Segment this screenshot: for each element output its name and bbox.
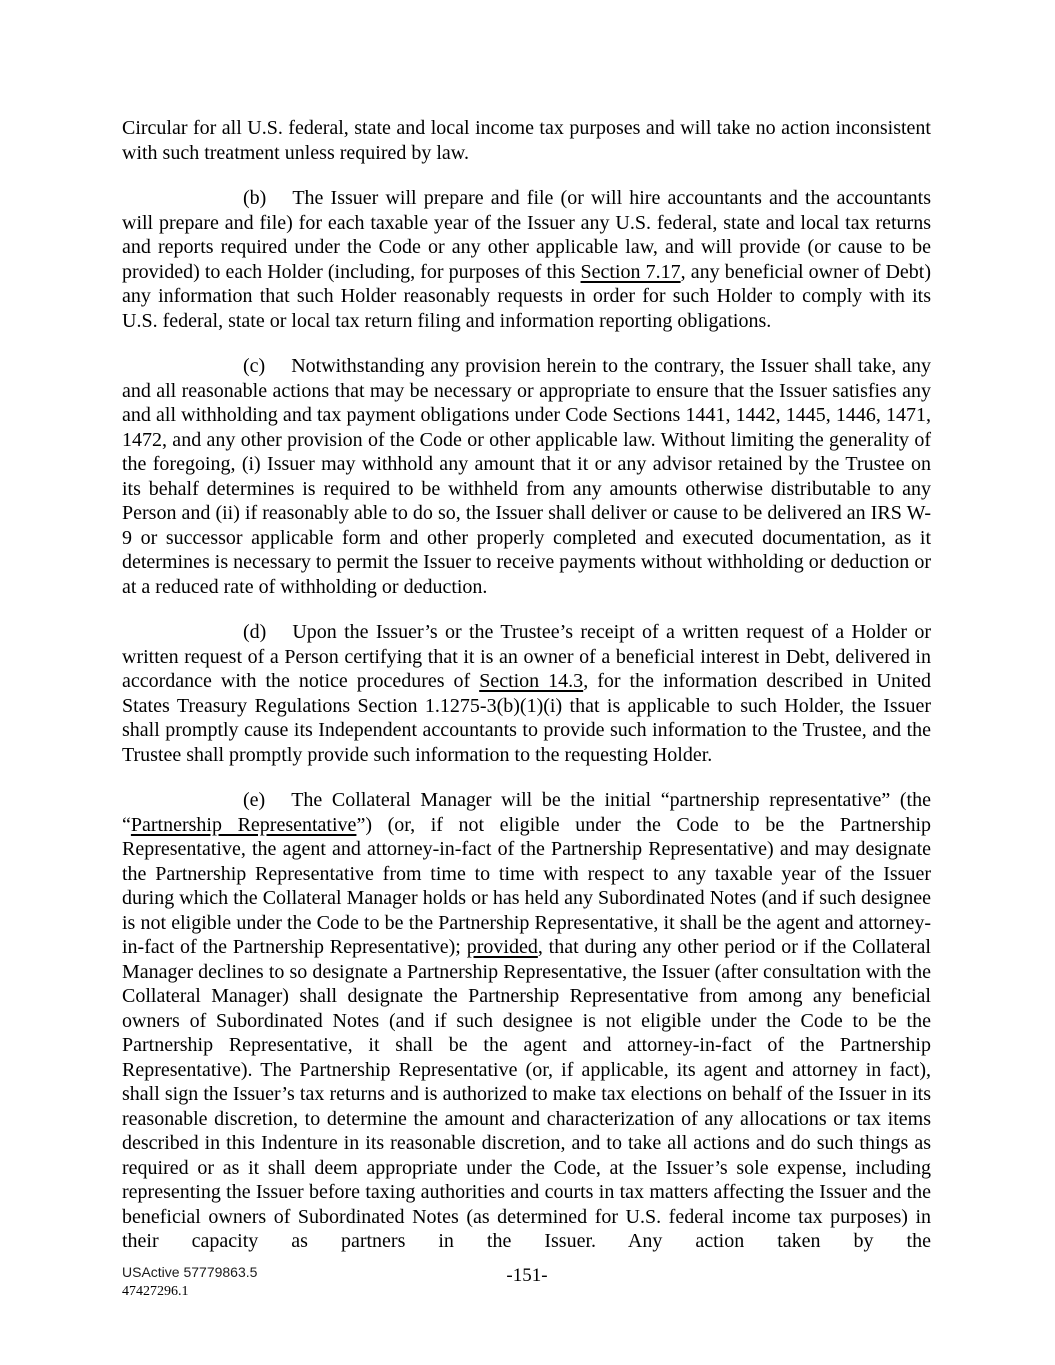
underlined-term: provided	[466, 936, 538, 958]
document-id: USActive 57779863.5	[122, 1264, 258, 1280]
text-run: Circular for all U.S. federal, state and local income tax purposes and will take no action inconsistent with such treatment unless required by law.	[122, 117, 931, 164]
paragraph-label: (c)	[243, 355, 266, 377]
text-run: The Issuer will prepare and file (or will hire accountants and the accountants will prepare and file) for each taxable year of the Issuer any U.S. federal, state and local tax returns and reports required under the Code or any other applicable law, and will provide (or cause to be provided) to each Holder (including, for purposes of this	[122, 187, 931, 283]
lettered-paragraph	[122, 620, 931, 767]
underlined-term: Section 7.17	[580, 260, 681, 283]
text-run: ”) (or, if not eligible under the Code to be the Partnership Representative, the agent and attorney-in-fact of the Partnership Representative) and may designate the Partnership Representative from time to time with respect to any taxable year of the Issuer during which the Collateral Manager holds or has held any Subordinated Notes (and if such designee is not eligible under the Code to be the Partnership Representative, it shall be the agent and attorney-in-fact of the Partnership Representative);	[122, 813, 931, 958]
text-run: Notwithstanding any provision herein to the contrary, the Issuer shall take, any and all reasonable actions that may be necessary or appropriate to ensure that the Issuer satisfies any and all withholding and tax payment obligations under Code Sections 1441, 1442, 1445, 1446, 1471, 1472, and any other provision of the Code or other applicable law. Without limiting the generality of the foregoing, (i) Issuer may withhold any amount that it or any advisor retained by the Trustee on its behalf determines is required to be withheld from any amounts otherwise distributable to any Person and (ii) if reasonably able to do so, the Issuer shall deliver or cause to be delivered an IRS W-9 or successor applicable form and other properly completed and executed documentation, as it determines is necessary to permit the Issuer to receive payments without withholding or deduction or at a reduced rate of withholding or deduction.	[122, 355, 931, 598]
text-run: , that during any other period or if the Collateral Manager declines to so designate a Partnership Representative, the Issuer (after consultation with the Collateral Manager) shall designate the Partnership Representative from among any beneficial owners of Subordinated Notes (and if such designee is not eligible under the Code to be the Partnership Representative, it shall be the agent and attorney-in-fact of the Partnership Representative). The Partnership Representative (or, if applicable, its agent and attorney in fact), shall sign the Issuer’s tax returns and is authorized to make tax elections on behalf of the Issuer in its reasonable discretion, to determine the amount and characterization of any allocations or tax items described in this Indenture in its reasonable discretion, and to take all actions and do such things as required or as it shall deem appropriate under the Code, at the Issuer’s sole expense, including representing the Issuer before taxing authorities and courts in tax matters affecting the Issuer and the beneficial owners of Subordinated Notes (as determined for U.S. federal income tax purposes) in their capacity as partners in the Issuer. Any action taken by the	[122, 936, 931, 1252]
document-body	[122, 116, 931, 1254]
text-run: Upon the Issuer’s or the Trustee’s receipt of a written request of a Holder or written request of a Person certifying that it is an owner of a beneficial interest in Debt, delivered in accordance with the notice procedures of	[122, 621, 931, 692]
text-run: The Collateral Manager will be the initial “partnership representative” (the “	[122, 789, 931, 836]
underlined-term: Section 14.3	[479, 670, 584, 692]
text-run: , any beneficial owner of Debt) any information that such Holder reasonably requests in order for such Holder to comply with its U.S. federal, state or local tax return filing and information reporting obligations.	[122, 260, 931, 332]
lettered-paragraph	[122, 788, 931, 1254]
lettered-paragraph	[122, 186, 931, 333]
lettered-paragraph	[122, 354, 931, 599]
paragraph	[122, 116, 931, 165]
document-ref-number: 47427296.1	[122, 1284, 189, 1299]
paragraph-label: (b)	[243, 187, 267, 209]
page-footer	[122, 1263, 932, 1323]
underlined-term: Partnership Representative	[130, 813, 357, 836]
page-number: -151-	[506, 1265, 548, 1286]
paragraph-label: (e)	[243, 789, 266, 811]
paragraph-label: (d)	[243, 621, 267, 643]
text-run: , for the information described in United States Treasury Regulations Section 1.1275-3(b)(1)(i) that is applicable to such Holder, the Issuer shall promptly cause its Independent accountants to provide such information to the Trustee, and the Trustee shall promptly provide such information to the requesting Holder.	[122, 670, 931, 766]
